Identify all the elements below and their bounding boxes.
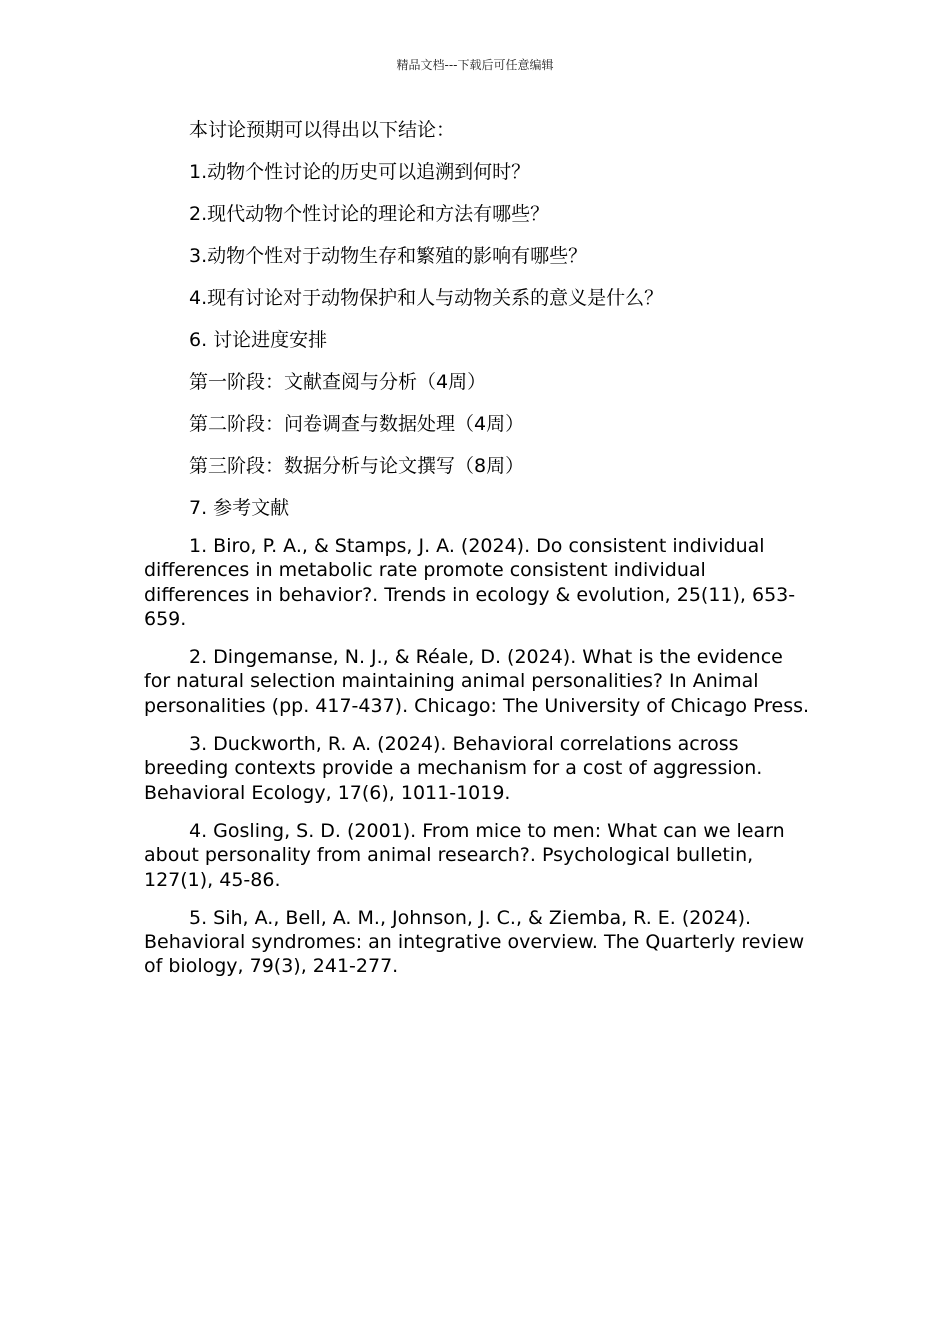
- schedule-phase-3: 第三阶段：数据分析与论文撰写（8周）: [189, 455, 525, 477]
- schedule-phase-1: 第一阶段：文献查阅与分析（4周）: [189, 371, 487, 393]
- reference-item: 5. Sih, A., Bell, A. M., Johnson, J. C., & Ziemba, R. E. (2024). Behavioral syndromes: an integrative overview. The Quarterly review of biology, 79(3), 241-277.: [144, 906, 805, 978]
- question-2: 2.现代动物个性讨论的理论和方法有哪些？: [189, 203, 550, 225]
- reference-item: 2. Dingemanse, N. J., & Réale, D. (2024). What is the evidence for natural selection maintaining animal personalities? In Animal personalities (pp. 417-437). Chicago: The University of Chicago Press.: [144, 646, 810, 717]
- schedule-phase-2: 第二阶段：问卷调查与数据处理（4周）: [189, 413, 525, 435]
- question-1: 1.动物个性讨论的历史可以追溯到何时？: [189, 161, 531, 183]
- reference-list: [144, 534, 814, 979]
- page-header: 精品文档---下载后可任意编辑: [396, 58, 554, 72]
- question-4: 4.现有讨论对于动物保护和人与动物关系的意义是什么？: [189, 287, 664, 309]
- document-body: [144, 116, 814, 993]
- conclusion-intro: 本讨论预期可以得出以下结论：: [189, 119, 456, 141]
- references-heading: 7. 参考文献: [189, 497, 290, 519]
- question-3: 3.动物个性对于动物生存和繁殖的影响有哪些？: [189, 245, 588, 267]
- reference-item: 3. Duckworth, R. A. (2024). Behavioral correlations across breeding contexts provide a mechanism for a cost of aggression. Behavioral Ecology, 17(6), 1011-1019.: [144, 733, 763, 804]
- reference-item: 4. Gosling, S. D. (2001). From mice to men: What can we learn about personality from animal research?. Psychological bulletin, 127(1), 45-86.: [144, 819, 785, 891]
- schedule-heading: 6. 讨论进度安排: [189, 329, 328, 351]
- reference-item: 1. Biro, P. A., & Stamps, J. A. (2024). Do consistent individual differences in metabolic rate promote consistent individual differences in behavior?. Trends in ecology & evolution, 25(11), 653-659.: [144, 535, 796, 630]
